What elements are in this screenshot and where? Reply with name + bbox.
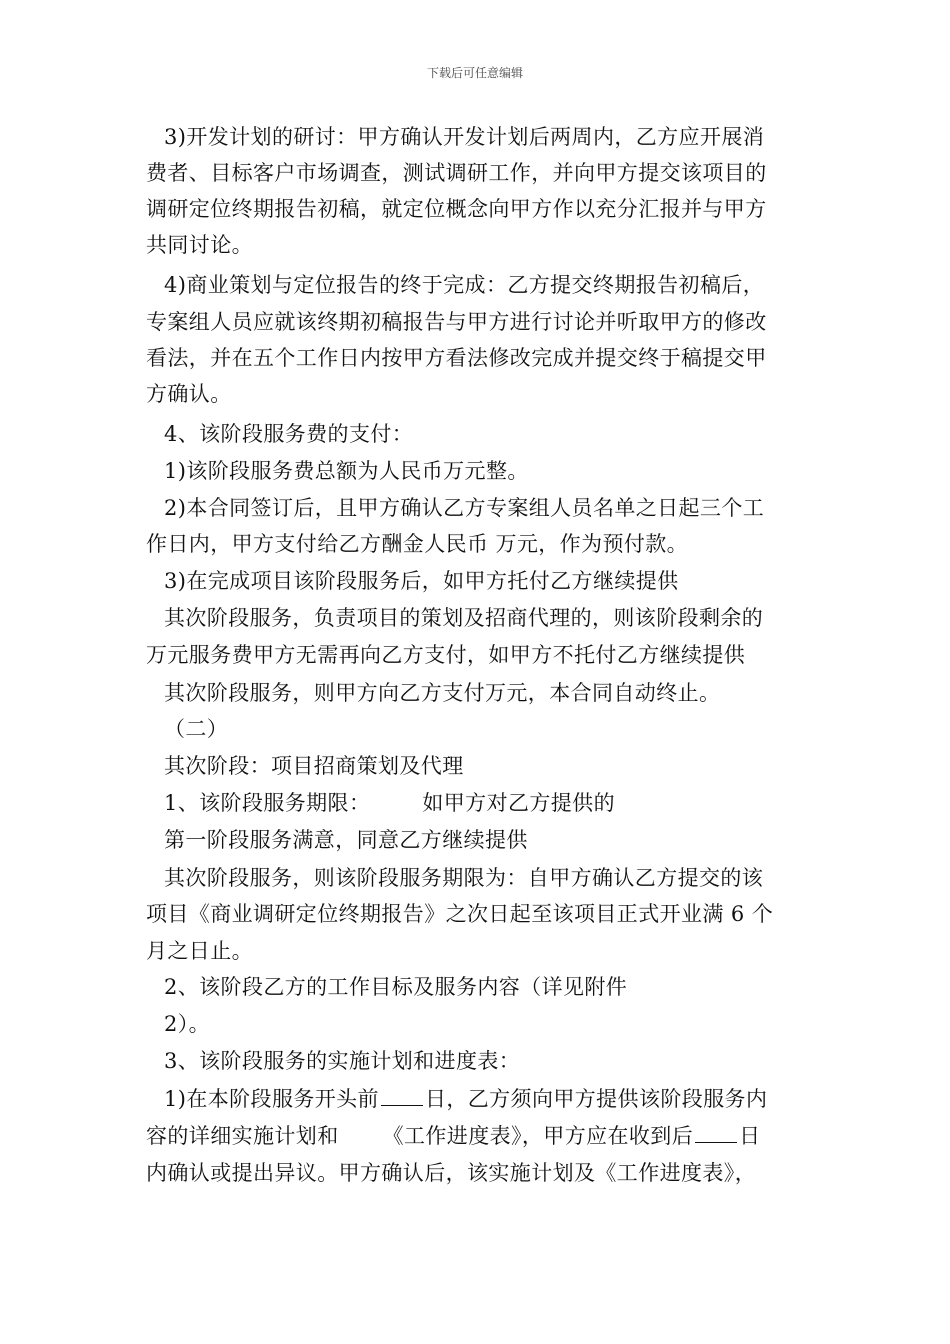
line-segment: 1)在本阶段服务开头前	[164, 1087, 379, 1111]
fill-blank	[695, 1122, 737, 1143]
paragraph-line: 其次阶段服务，则该阶段服务期限为：自甲方确认乙方提交的该	[164, 866, 764, 890]
line-segment: 日	[739, 1124, 761, 1148]
paragraph-line: 3)开发计划的研讨：甲方确认开发计划后两周内，乙方应开展消	[164, 125, 765, 149]
paragraph-line: 调研定位终期报告初稿，就定位概念向甲方作以充分汇报并与甲方	[146, 197, 767, 221]
paragraph-line: 专案组人员应就该终期初稿报告与甲方进行讨论并听取甲方的修改	[146, 310, 767, 334]
page-header: 下载后可任意编辑	[426, 66, 523, 80]
paragraph-line: 其次阶段服务，负责项目的策划及招商代理的，则该阶段剩余的	[164, 606, 764, 630]
paragraph-line: 月之日止。	[146, 939, 253, 963]
section-heading: 2、该阶段乙方的工作目标及服务内容（详见附件	[164, 975, 628, 999]
paragraph-line: 作日内，甲方支付给乙方酬金人民币 万元，作为预付款。	[146, 532, 689, 556]
paragraph-line: 4)商业策划与定位报告的终于完成：乙方提交终期报告初稿后，	[164, 273, 765, 297]
paragraph-line: 2）。	[164, 1012, 211, 1036]
paragraph-line: 看法，并在五个工作日内按甲方看法修改完成并提交终于稿提交甲	[146, 346, 767, 370]
line-segment: 日，乙方须向甲方提供该阶段服务内	[424, 1087, 768, 1111]
fill-blank	[381, 1085, 423, 1106]
section-heading: 3、该阶段服务的实施计划和进度表：	[164, 1049, 521, 1073]
paragraph-line: 共同讨论。	[146, 233, 253, 257]
paragraph-line: 第一阶段服务满意，同意乙方继续提供	[164, 828, 528, 852]
line-segment: 容的详细实施计划和	[146, 1124, 339, 1148]
section-heading: 4、该阶段服务费的支付：	[164, 422, 414, 446]
line-segment: 如甲方对乙方提供的	[422, 791, 615, 815]
paragraph-line: 1)该阶段服务费总额为人民币万元整。	[164, 459, 529, 483]
paragraph-line: 方确认。	[146, 382, 232, 406]
paragraph-line: 内确认或提出异议。甲方确认后，该实施计划及《工作进度表》，	[146, 1161, 757, 1185]
section-heading: 其次阶段：项目招商策划及代理	[164, 754, 464, 778]
paragraph-line: 费者、目标客户市场调查，测试调研工作，并向甲方提交该项目的	[146, 161, 767, 185]
paragraph-line	[164, 787, 615, 819]
paragraph-line: 3)在完成项目该阶段服务后，如甲方托付乙方继续提供	[164, 569, 679, 593]
paragraph-line: 2)本合同签订后，且甲方确认乙方专案组人员名单之日起三个工	[164, 496, 765, 520]
line-segment: 1、该阶段服务期限：	[164, 791, 371, 815]
line-segment: 《工作进度表》，甲方应在收到后	[382, 1124, 694, 1148]
paragraph-line: 万元服务费甲方无需再向乙方支付，如甲方不托付乙方继续提供	[146, 643, 746, 667]
paragraph-line	[146, 1120, 761, 1152]
paragraph-line	[164, 1083, 767, 1115]
section-number: （二）	[164, 717, 229, 741]
paragraph-line: 项目《商业调研定位终期报告》之次日起至该项目正式开业满 6 个	[146, 902, 774, 926]
paragraph-line: 其次阶段服务，则甲方向乙方支付万元，本合同自动终止。	[164, 681, 721, 705]
